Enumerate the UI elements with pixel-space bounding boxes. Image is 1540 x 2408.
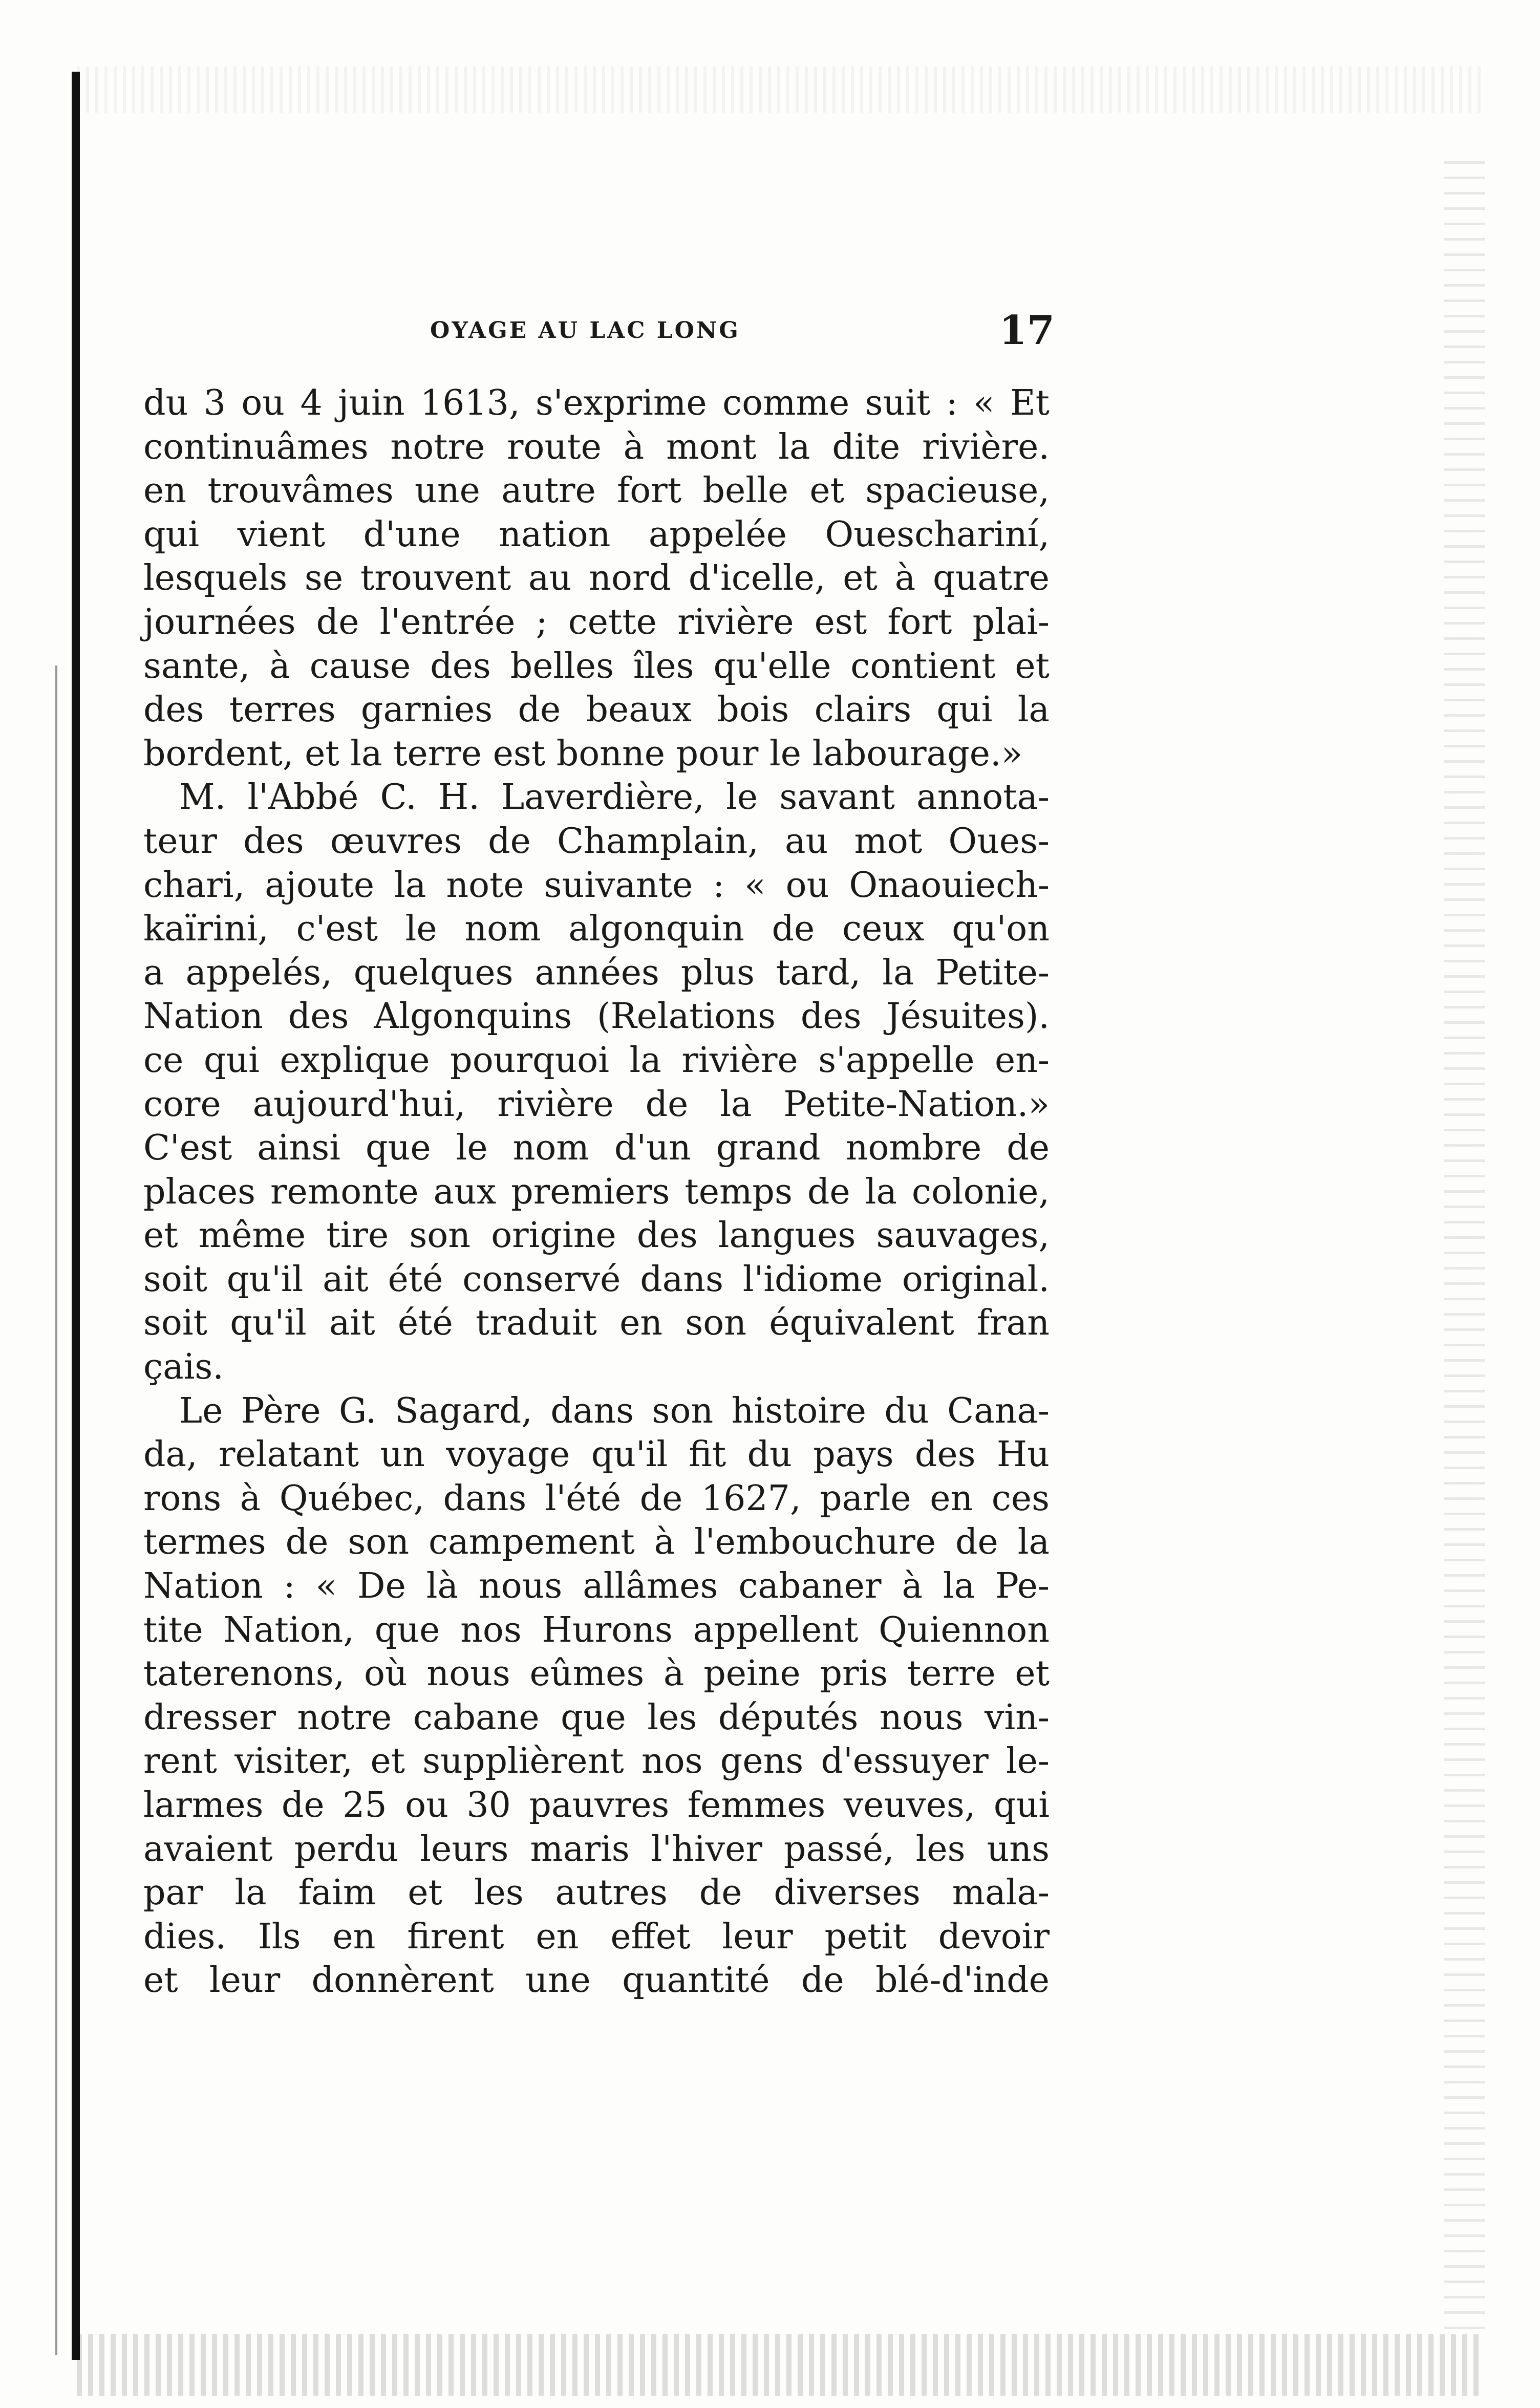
text-line: rons à Québec, dans l'été de 1627, parle en ces (143, 1478, 1050, 1519)
page-gutter-line (72, 72, 80, 2360)
text-line: avaient perdu leurs maris l'hiver passé, les uns (143, 1829, 1050, 1869)
text-line: kaïrini, c'est le nom algonquin de ceux qu'on (143, 909, 1050, 950)
scan-noise-bottom (77, 2334, 1485, 2396)
text-line: soit qu'il ait été traduit en son équivalent fran (143, 1303, 1050, 1344)
body-text (143, 381, 1050, 2003)
text-line: sante, à cause des belles îles qu'elle contient et (143, 646, 1050, 686)
text-line: du 3 ou 4 juin 1613, s'exprime comme suit : « Et (143, 383, 1050, 423)
text-line: ce qui explique pourquoi la rivière s'appelle en- (143, 1040, 1050, 1081)
scan-noise-top (77, 67, 1485, 113)
text-line: teur des œuvres de Champlain, au mot Oues- (143, 821, 1050, 862)
text-line: et même tire son origine des langues sauvages, (143, 1215, 1050, 1256)
text-line: M. l'Abbé C. H. Laverdière, le savant annota- (179, 777, 1050, 818)
text-line: termes de son campement à l'embouchure de la (143, 1522, 1050, 1563)
text-line: places remonte aux premiers temps de la colonie, (143, 1171, 1050, 1212)
text-line: Le Père G. Sagard, dans son histoire du Cana- (179, 1390, 1050, 1431)
text-line: lesquels se trouvent au nord d'icelle, et à quatre (143, 558, 1050, 599)
text-line: a appelés, quelques années plus tard, la Petite- (143, 952, 1050, 993)
text-line: journées de l'entrée ; cette rivière est fort plai- (143, 601, 1050, 642)
text-line: dies. Ils en firent en effet leur petit devoir (143, 1916, 1050, 1957)
page-header (410, 307, 1055, 353)
text-line: taterenons, où nous eûmes à peine pris terre et (143, 1653, 1050, 1694)
text-line: et leur donnèrent une quantité de blé-d'inde (143, 1960, 1050, 2001)
page-number: 17 (999, 307, 1055, 354)
text-line: larmes de 25 ou 30 pauvres femmes veuves, qui (143, 1785, 1050, 1825)
text-line: çais. (143, 1347, 224, 1388)
text-line: chari, ajoute la note suivante : « ou Onaouiech- (143, 865, 1050, 906)
running-title: OYAGE AU LAC LONG (430, 317, 740, 343)
text-line: Nation : « De là nous allâmes cabaner à la Pe- (143, 1566, 1050, 1607)
text-line: C'est ainsi que le nom d'un grand nombre de (143, 1128, 1050, 1169)
text-line: soit qu'il ait été conservé dans l'idiome original. (143, 1259, 1050, 1300)
page-gutter-shadow (55, 665, 57, 2355)
text-line: core aujourd'hui, rivière de la Petite-Nation.» (143, 1084, 1050, 1125)
text-line: bordent, et la terre est bonne pour le labourage.» (143, 733, 1023, 774)
text-line: continuâmes notre route à mont la dite rivière. (143, 426, 1050, 467)
text-line: Nation des Algonquins (Relations des Jésuites). (143, 996, 1050, 1037)
text-line: da, relatant un voyage qu'il fit du pays des Hu (143, 1434, 1050, 1475)
text-line: par la faim et les autres de diverses mala- (143, 1873, 1050, 1913)
text-line: des terres garnies de beaux bois clairs qui la (143, 690, 1050, 730)
text-line: tite Nation, que nos Hurons appellent Quiennon (143, 1609, 1050, 1650)
text-line: en trouvâmes une autre fort belle et spacieuse, (143, 470, 1050, 511)
text-line: dresser notre cabane que les députés nous vin- (143, 1697, 1050, 1738)
scan-noise-right (1444, 154, 1485, 2329)
text-line: rent visiter, et supplièrent nos gens d'essuyer le- (143, 1741, 1050, 1782)
text-line: qui vient d'une nation appelée Oueschariní, (143, 514, 1050, 555)
